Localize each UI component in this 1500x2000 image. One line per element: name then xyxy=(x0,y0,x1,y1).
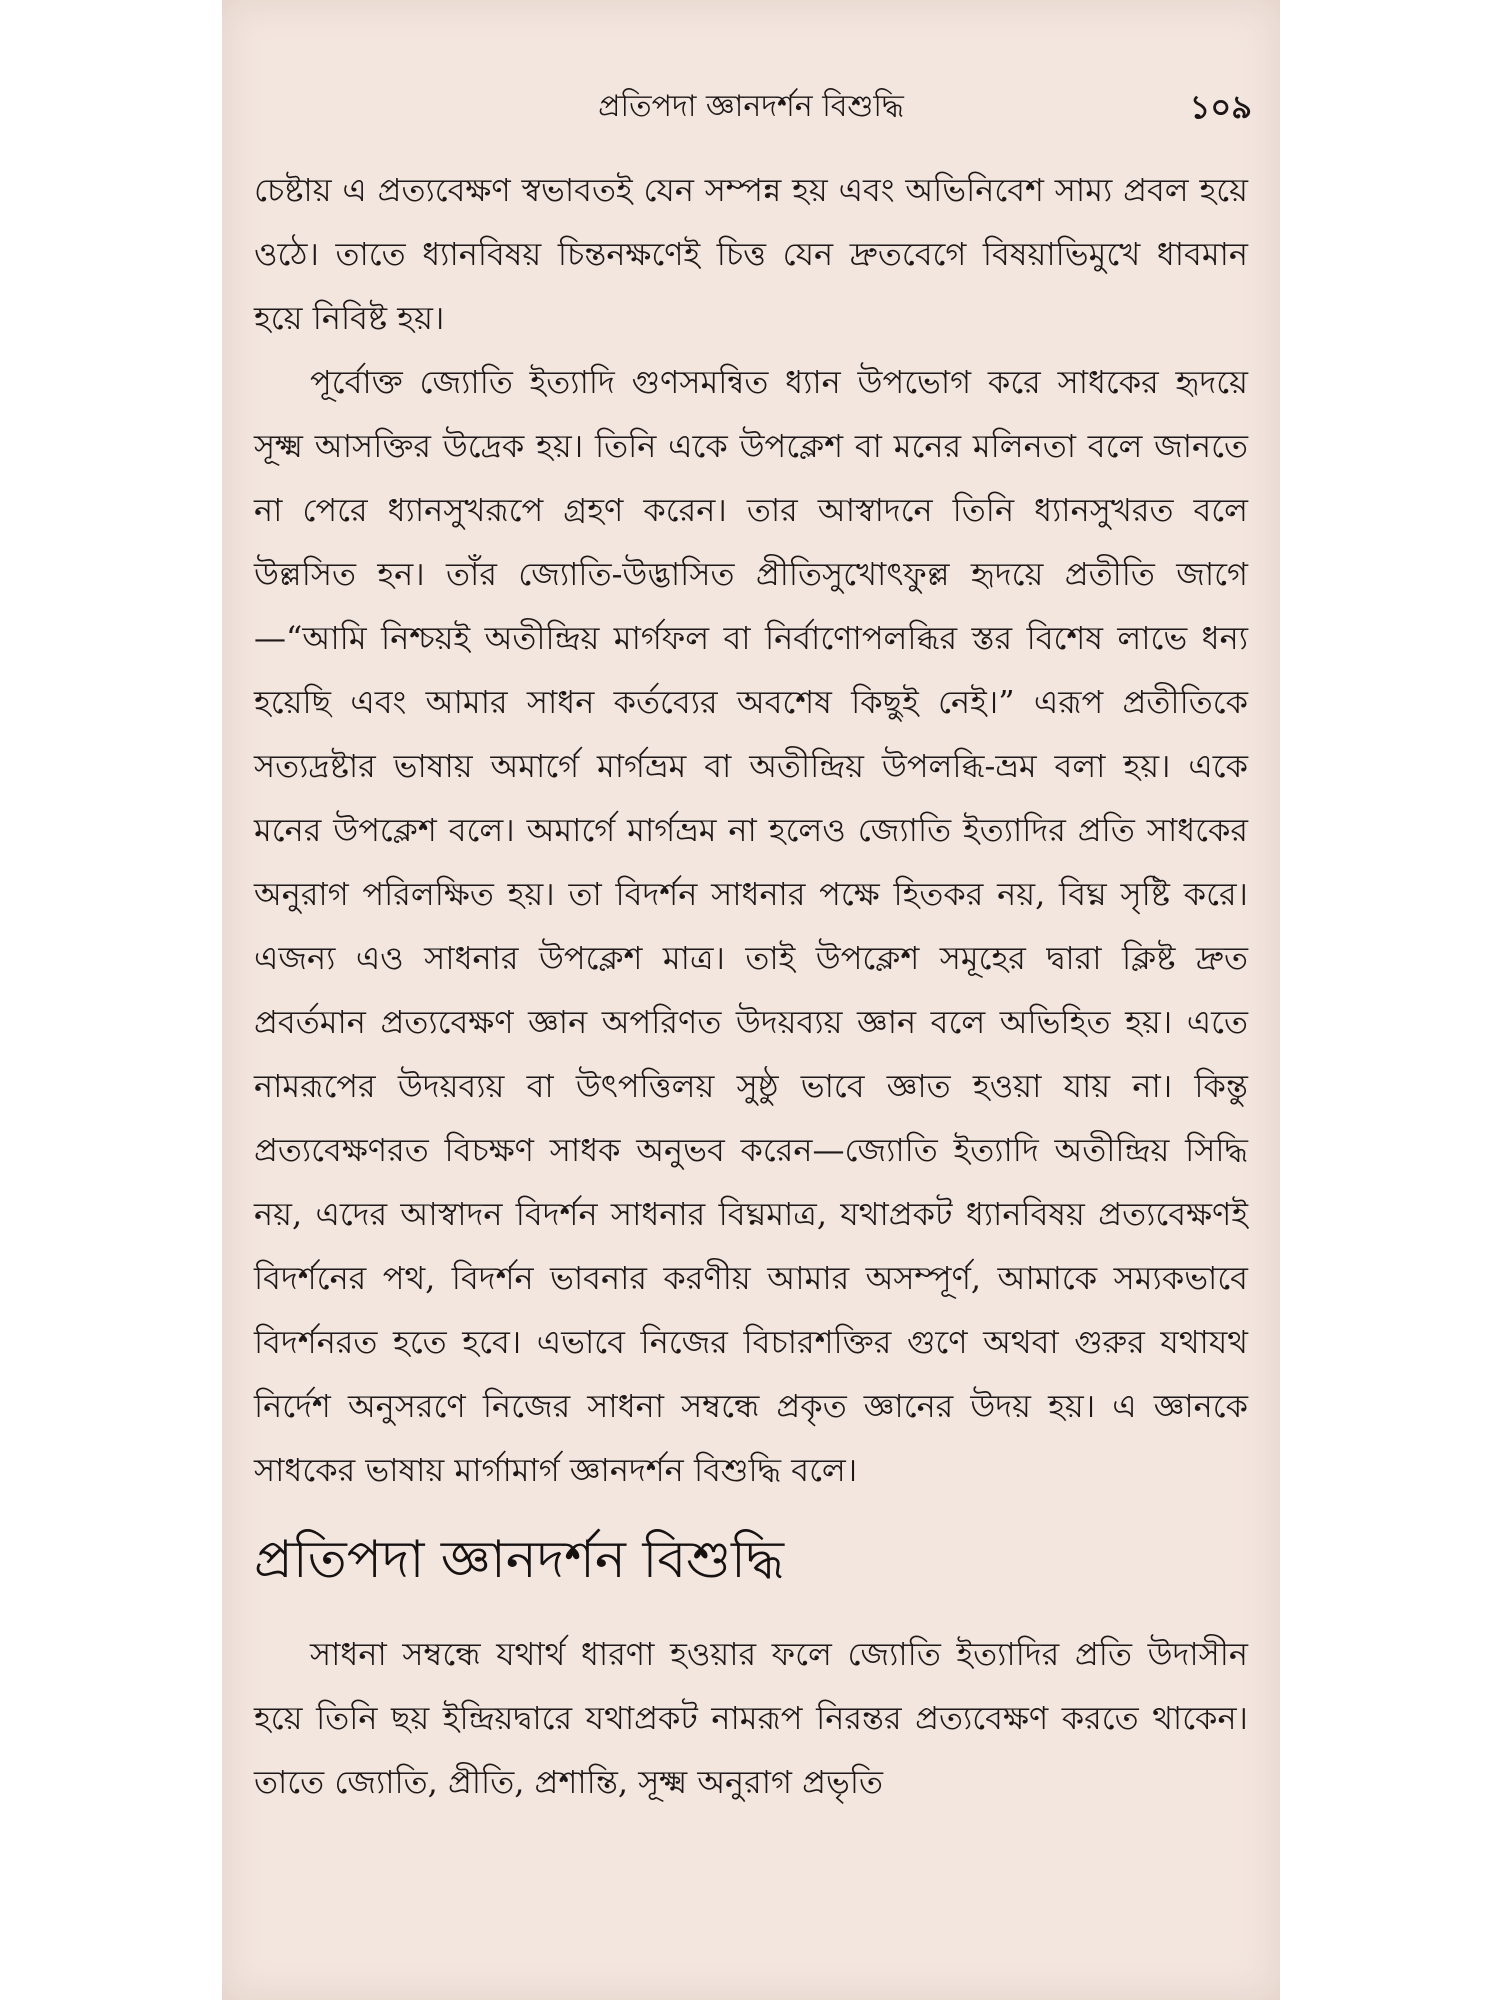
section-heading: প্রতিপদা জ্ঞানদর্শন বিশুদ্ধি xyxy=(254,1530,785,1590)
paragraph-1: চেষ্টায় এ প্রত্যবেক্ষণ স্বভাবতই যেন সম্পন্ন হয় এবং অভিনিবেশ সাম্য প্রবল হয়ে ওঠে। তাতে ধ্যানবিষয় চিন্তনক্ষণেই চিত্ত যেন দ্রুতবেগে বিষয়াভিমুখে ধাবমান হয়ে নিবিষ্ট হয়। xyxy=(254,171,1248,337)
page-number: ১০৯ xyxy=(1189,88,1252,126)
body-text xyxy=(254,158,1248,1814)
paragraph-2: পূর্বোক্ত জ্যোতি ইত্যাদি গুণসমন্বিত ধ্যান উপভোগ করে সাধকের হৃদয়ে সূক্ষ্ম আসক্তির উদ্রেক হয়। তিনি একে উপক্লেশ বা মনের মলিনতা বলে জানতে না পেরে ধ্যানসুখরূপে গ্রহণ করেন। তার আস্বাদনে তিনি ধ্যানসুখরত বলে উল্লসিত হন। তাঁর জ্যোতি-উদ্ভাসিত প্রীতিসুখোৎফুল্ল হৃদয়ে প্রতীতি জাগে—“আমি নিশ্চয়ই অতীন্দ্রিয় মার্গফল বা নির্বাণোপলব্ধির স্তর বিশেষ লাভে ধন্য হয়েছি এবং আমার সাধন কর্তব্যের অবশেষ কিছুই নেই।” এরূপ প্রতীতিকে সত্যদ্রষ্টার ভাষায় অমার্গে মার্গভ্রম বা অতীন্দ্রিয় উপলব্ধি-ভ্রম বলা হয়। একে মনের উপক্লেশ বলে। অমার্গে মার্গভ্রম না হলেও জ্যোতি ইত্যাদির প্রতি সাধকের অনুরাগ পরিলক্ষিত হয়। তা বিদর্শন সাধনার পক্ষে হিতকর নয়, বিঘ্ন সৃষ্টি করে। এজন্য এও সাধনার উপক্লেশ মাত্র। তাই উপক্লেশ সমূহের দ্বারা ক্লিষ্ট দ্রুত প্রবর্তমান প্রত্যবেক্ষণ জ্ঞান অপরিণত উদয়ব্যয় জ্ঞান বলে অভিহিত হয়। এতে নামরূপের উদয়ব্যয় বা উৎপত্তিলয় সুষ্ঠু ভাবে জ্ঞাত হওয়া যায় না। কিন্তু প্রত্যবেক্ষণরত বিচক্ষণ সাধক অনুভব করেন—জ্যোতি ইত্যাদি অতীন্দ্রিয় সিদ্ধি নয়, এদের আস্বাদন বিদর্শন সাধনার বিঘ্নমাত্র, যথাপ্রকট ধ্যানবিষয় প্রত্যবেক্ষণই বিদর্শনের পথ, বিদর্শন ভাবনার করণীয় আমার অসম্পূর্ণ, আমাকে সম্যকভাবে বিদর্শনরত হতে হবে। এভাবে নিজের বিচারশক্তির গুণে অথবা গুরুর যথাযথ নির্দেশ অনুসরণে নিজের সাধনা সম্বন্ধে প্রকৃত জ্ঞানের উদয় হয়। এ জ্ঞানকে সাধকের ভাষায় মার্গামার্গ জ্ঞানদর্শন বিশুদ্ধি বলে। xyxy=(254,363,1248,1489)
running-title: প্রতিপদা জ্ঞানদর্শন বিশুদ্ধি xyxy=(598,89,904,124)
book-page xyxy=(222,0,1280,2000)
paragraph-3: সাধনা সম্বন্ধে যথার্থ ধারণা হওয়ার ফলে জ্যোতি ইত্যাদির প্রতি উদাসীন হয়ে তিনি ছয় ইন্দ্রিয়দ্বারে যথাপ্রকট নামরূপ নিরন্তর প্রত্যবেক্ষণ করতে থাকেন। তাতে জ্যোতি, প্রীতি, প্রশান্তি, সূক্ষ্ম অনুরাগ প্রভৃতি xyxy=(254,1635,1248,1801)
running-header xyxy=(222,82,1280,132)
